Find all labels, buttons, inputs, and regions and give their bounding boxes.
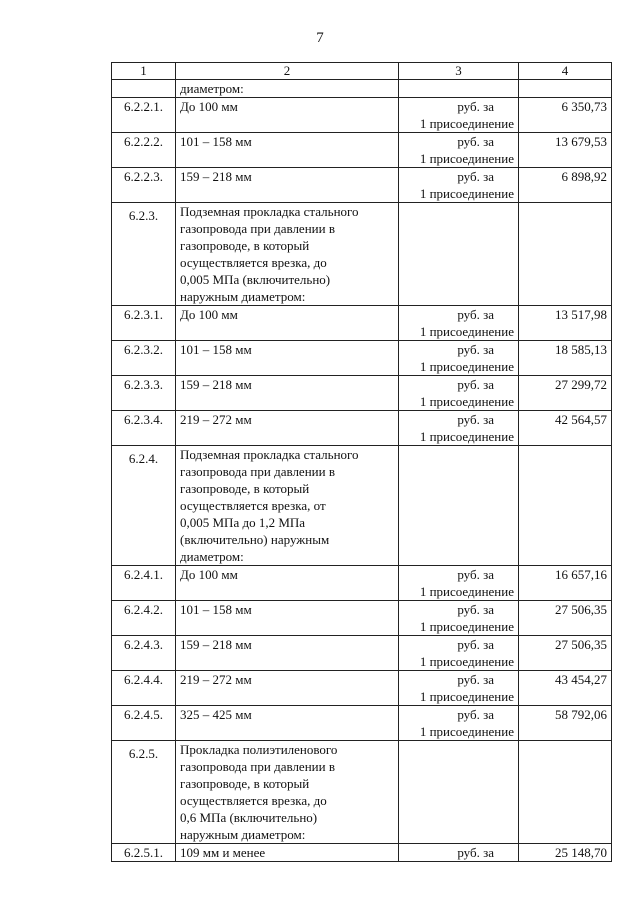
unit-cell [399, 636, 519, 671]
page-number: 7 [316, 30, 324, 46]
price-cell: 43 454,27 [519, 671, 612, 706]
unit-cell [399, 706, 519, 741]
item-code: 6.2.3.3. [112, 376, 176, 411]
item-code: 6.2.4.4. [112, 671, 176, 706]
unit-line-1: руб. за [457, 307, 494, 322]
unit-line-2: 1 присоединение [419, 689, 514, 704]
price-cell [519, 446, 612, 566]
price-cell: 42 564,57 [519, 411, 612, 446]
item-code: 6.2.2.1. [112, 98, 176, 133]
code-cell [112, 80, 176, 98]
item-description: 159 – 218 мм [176, 168, 399, 203]
price-cell: 13 517,98 [519, 306, 612, 341]
section-description-line: наружным диаметром: [180, 289, 306, 304]
section-description-line: газопровода при давлении в [180, 759, 335, 774]
unit-line-2: 1 присоединение [419, 654, 514, 669]
section-description-line: 0,6 МПа (включительно) [180, 810, 318, 825]
price-cell: 16 657,16 [519, 566, 612, 601]
item-description: 325 – 425 мм [176, 706, 399, 741]
item-description: До 100 мм [176, 98, 399, 133]
table-row [112, 706, 612, 741]
table-row [112, 411, 612, 446]
item-code: 6.2.2.2. [112, 133, 176, 168]
section-description [176, 203, 399, 306]
price-cell [519, 741, 612, 844]
unit-cell [399, 411, 519, 446]
unit-line-2: 1 присоединение [419, 429, 514, 444]
unit-cell [399, 80, 519, 98]
unit-cell [399, 203, 519, 306]
unit-cell [399, 306, 519, 341]
header-cell-1: 1 [112, 63, 176, 80]
price-cell: 18 585,13 [519, 341, 612, 376]
unit-line-2: 1 присоединение [419, 151, 514, 166]
price-cell: 27 299,72 [519, 376, 612, 411]
item-code: 6.2.3.2. [112, 341, 176, 376]
section-description-line: газопроводе, в который [180, 481, 310, 496]
item-description: 101 – 158 мм [176, 341, 399, 376]
unit-line-1: руб. за [457, 637, 494, 652]
unit-line-1: руб. за [457, 567, 494, 582]
unit-line-1: руб. за [457, 342, 494, 357]
unit-cell [399, 741, 519, 844]
item-description: 109 мм и менее [176, 844, 399, 862]
price-cell: 25 148,70 [519, 844, 612, 862]
item-description: До 100 мм [176, 566, 399, 601]
section-code: 6.2.5. [112, 741, 176, 844]
table-row [112, 306, 612, 341]
unit-cell [399, 844, 519, 862]
unit-cell [399, 566, 519, 601]
item-code: 6.2.4.3. [112, 636, 176, 671]
item-description: 159 – 218 мм [176, 636, 399, 671]
unit-cell [399, 601, 519, 636]
item-description: До 100 мм [176, 306, 399, 341]
unit-line-2: 1 присоединение [419, 584, 514, 599]
table-row [112, 376, 612, 411]
unit-line-1: руб. за [457, 377, 494, 392]
section-description-line: диаметром: [180, 549, 244, 564]
item-code: 6.2.2.3. [112, 168, 176, 203]
section-code: 6.2.3. [112, 203, 176, 306]
item-code: 6.2.4.5. [112, 706, 176, 741]
header-cell-3: 3 [399, 63, 519, 80]
unit-cell [399, 98, 519, 133]
section-description-line: газопровода при давлении в [180, 464, 335, 479]
item-code: 6.2.3.1. [112, 306, 176, 341]
unit-line-1: руб. за [457, 672, 494, 687]
section-description [176, 741, 399, 844]
unit-cell [399, 133, 519, 168]
section-description-line: газопроводе, в который [180, 776, 310, 791]
table-row [112, 98, 612, 133]
unit-line-1: руб. за [457, 602, 494, 617]
section-row [112, 741, 612, 844]
section-description-line: газопроводе, в который [180, 238, 310, 253]
item-code: 6.2.5.1. [112, 844, 176, 862]
unit-line-2: 1 присоединение [419, 619, 514, 634]
continuation-row [112, 80, 612, 98]
section-row [112, 203, 612, 306]
table-row [112, 601, 612, 636]
unit-line-2: 1 присоединение [419, 359, 514, 374]
header-cell-4: 4 [519, 63, 612, 80]
unit-line-1: руб. за [457, 134, 494, 149]
section-description-line: осуществляется врезка, от [180, 498, 326, 513]
table-row [112, 844, 612, 862]
unit-cell [399, 446, 519, 566]
section-description-line: (включительно) наружным [180, 532, 330, 547]
price-cell: 58 792,06 [519, 706, 612, 741]
table-row [112, 671, 612, 706]
section-description-line: Подземная прокладка стального [180, 204, 359, 219]
section-description-line: 0,005 МПа (включительно) [180, 272, 331, 287]
item-description: 101 – 158 мм [176, 601, 399, 636]
unit-line-2: 1 присоединение [419, 116, 514, 131]
unit-cell [399, 376, 519, 411]
unit-line-2: 1 присоединение [419, 724, 514, 739]
section-description-line: осуществляется врезка, до [180, 255, 327, 270]
price-cell: 13 679,53 [519, 133, 612, 168]
section-row [112, 446, 612, 566]
section-description-line: Подземная прокладка стального [180, 447, 359, 462]
section-description-line: наружным диаметром: [180, 827, 306, 842]
unit-line-1: руб. за [457, 99, 494, 114]
unit-cell [399, 671, 519, 706]
table-header-row [112, 63, 612, 80]
price-cell: 6 350,73 [519, 98, 612, 133]
table-row [112, 566, 612, 601]
item-description: 101 – 158 мм [176, 133, 399, 168]
price-cell: 27 506,35 [519, 636, 612, 671]
item-code: 6.2.4.2. [112, 601, 176, 636]
section-description-line: осуществляется врезка, до [180, 793, 327, 808]
unit-line-2: 1 присоединение [419, 394, 514, 409]
item-code: 6.2.4.1. [112, 566, 176, 601]
unit-line-1: руб. за [457, 169, 494, 184]
section-description-line: газопровода при давлении в [180, 221, 335, 236]
table-row [112, 636, 612, 671]
section-code: 6.2.4. [112, 446, 176, 566]
unit-line-1: руб. за [457, 707, 494, 722]
table-row [112, 133, 612, 168]
table-row [112, 341, 612, 376]
price-cell [519, 80, 612, 98]
item-description: 219 – 272 мм [176, 411, 399, 446]
tariff-table [111, 62, 612, 862]
section-description-line: Прокладка полиэтиленового [180, 742, 338, 757]
unit-line-1: руб. за [457, 845, 494, 860]
price-cell [519, 203, 612, 306]
unit-line-1: руб. за [457, 412, 494, 427]
section-description [176, 446, 399, 566]
unit-line-2: 1 присоединение [419, 324, 514, 339]
price-cell: 27 506,35 [519, 601, 612, 636]
unit-line-2: 1 присоединение [419, 186, 514, 201]
item-code: 6.2.3.4. [112, 411, 176, 446]
price-cell: 6 898,92 [519, 168, 612, 203]
header-cell-2: 2 [176, 63, 399, 80]
unit-cell [399, 341, 519, 376]
item-description: 159 – 218 мм [176, 376, 399, 411]
table-row [112, 168, 612, 203]
item-description: 219 – 272 мм [176, 671, 399, 706]
continuation-text: диаметром: [176, 80, 399, 98]
unit-cell [399, 168, 519, 203]
section-description-line: 0,005 МПа до 1,2 МПа [180, 515, 306, 530]
